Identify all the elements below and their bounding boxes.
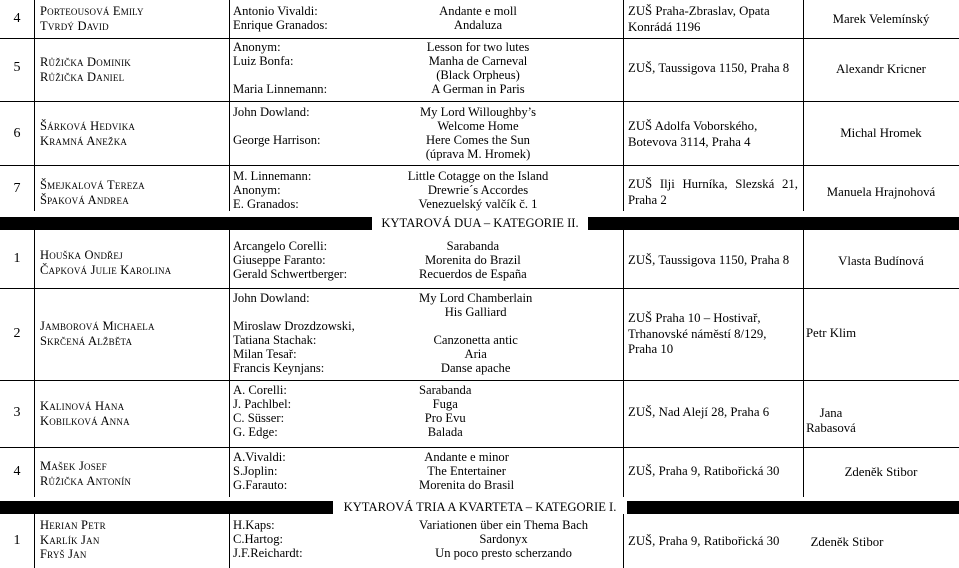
pieces [372,40,584,96]
performers [40,4,144,33]
performer-name: Šárková Hedvika [40,119,136,133]
school [628,534,779,550]
composer: Gerald Schwertberger: [233,267,348,282]
piece-title: Sarabanda [446,239,500,253]
school-line: ZUŠ, Nad Alejí 28, Praha 6 [628,405,770,419]
performers [40,119,135,148]
performers [40,319,155,348]
pieces [419,239,527,281]
piece-title: Welcome Home [437,119,519,134]
composer: Anonym: [233,40,281,54]
piece-title: Andante e minor [424,450,509,464]
school [628,177,798,208]
piece-title: Balada [427,425,463,440]
piece-title: Here Comes the Sun [426,133,530,148]
performer-name: Čapková Julie Karolina [40,262,172,277]
col-divider [623,0,624,211]
composer: Anonym: [233,183,281,198]
composer: S.Joplin: [233,464,278,479]
composer: John Dowland: [233,105,310,119]
piece-title: Manha de Carneval [428,54,528,69]
performer-name: Kalinová Hana [40,399,125,413]
composers [233,40,327,96]
performer-name: Růžička Dominik [40,55,131,69]
piece-title: Andante e moll [439,4,517,18]
composers [233,450,287,492]
piece-title: Morenita do Brasil [419,478,515,493]
school [628,253,789,269]
performer-name: Růžička Antonín [40,473,132,488]
composers [233,383,291,439]
piece-title: Pro Evu [424,411,466,426]
piece-title: (úprava M. Hromek) [425,147,531,162]
entry-number: 1 [13,251,21,266]
performers [40,248,171,277]
teacher: Vlasta Budínová [838,254,924,268]
section-header-trio-quartet: KYTAROVÁ TRIA A KVARTETA – KATEGORIE I. [333,500,627,514]
performers [40,399,130,428]
teacher: Petr Klim [805,326,857,340]
school [628,61,789,77]
school-line: ZUŠ, Taussigova 1150, Praha 8 [628,253,790,267]
row-divider [0,38,959,39]
composers [233,105,321,147]
piece-title: Canzonetta antic [433,333,518,348]
composer: John Dowland: [233,291,310,305]
piece-title: Recuerdos de España [419,267,527,282]
entry-number: 1 [13,533,21,548]
row-divider [0,165,959,166]
composer: J. Pachlbel: [233,397,292,412]
performers [40,178,145,207]
composer: Giuseppe Faranto: [233,253,326,268]
row-divider [0,380,959,381]
composer: E. Granados: [233,197,299,212]
composer: Luiz Bonfa: [233,54,294,69]
col-divider [803,0,804,211]
entry-number: 7 [13,181,21,196]
entry-number: 4 [13,11,21,26]
composers [233,169,311,211]
composers [233,239,347,281]
performer-name: Kramná Anežka [40,133,128,148]
entry-number: 3 [13,405,21,420]
performer-name: Karlík Jan [40,532,100,547]
performer-name: Herian Petr [40,518,106,532]
performer-name: Houška Ondřej [40,248,123,262]
performer-name: Skrčená Alžběta [40,333,133,348]
performer-name: Jamborová Michaela [40,319,155,333]
performers [40,55,131,84]
school-line: ZUŠ Adolfa Voborského, [628,119,758,133]
row-divider [0,447,959,448]
composer: C. Süsser: [233,411,285,426]
performers [40,459,131,488]
piece-title: (Black Orpheus) [436,68,520,83]
row-divider [0,288,959,289]
composer [233,68,327,82]
performer-name: Tvrdý David [40,18,109,33]
piece-title: Morenita do Brazil [424,253,521,268]
performers [40,518,106,562]
teacher: Manuela Hrajnohová [826,185,936,199]
piece-title: Lesson for two lutes [426,40,530,54]
pieces [372,4,584,32]
performer-name: Fryš Jan [40,547,87,561]
pieces [372,169,584,211]
piece-title: Fuga [432,397,458,412]
piece-title: His Galliard [444,305,507,320]
piece-title: Sardonyx [479,532,528,547]
piece-title: Aria [464,347,487,362]
section-header-duo: KYTAROVÁ DUA – KATEGORIE II. [372,216,588,230]
teacher: Michal Hromek [840,126,922,140]
piece-title [419,319,532,333]
school-line: ZUŠ Ilji Hurníka, Slezská 21, [628,177,798,191]
composer: A. Corelli: [233,383,287,397]
performer-name: Kobilková Anna [40,413,130,428]
piece-title: Danse apache [440,361,511,376]
school [628,464,779,480]
col-divider [229,230,230,497]
composer: Milan Tesař: [233,347,297,362]
composer: Maria Linnemann: [233,82,328,97]
school-line: Praha 10 [628,342,674,356]
col-divider [229,514,230,568]
school-line: Praha 2 [628,192,667,207]
composer: G. Edge: [233,425,278,440]
entry-number: 2 [13,326,21,341]
performer-name: Šmejkalová Tereza [40,178,145,192]
school-line: ZUŠ Praha-Zbraslav, Opata [628,4,770,18]
teacher: Marek Velemínský [832,12,930,26]
col-divider [623,514,624,568]
col-divider [803,230,804,497]
performer-name: Mašek Josef [40,459,107,473]
school-line: Trhanovské náměstí 8/129, [628,326,767,341]
school-line: ZUŠ, Taussigova 1150, Praha 8 [628,61,790,75]
composer: J.F.Reichardt: [233,546,303,561]
composer: A.Vivaldi: [233,450,286,464]
composers [233,291,355,376]
piece-title: Andaluza [453,18,503,33]
piece-title: A German in Paris [431,82,525,97]
piece-title: Un poco presto scherzando [435,546,572,561]
piece-title: My Lord Willoughby’s [419,105,537,119]
composer: Arcangelo Corelli: [233,239,328,253]
composer: G.Farauto: [233,478,288,493]
school-line: ZUŠ, Praha 9, Ratibořická 30 [628,534,780,548]
entry-number: 5 [13,60,21,75]
composer: Tatiana Stachak: [233,333,317,348]
piece-title: My Lord Chamberlain [419,291,533,305]
composers [233,4,328,32]
composer [233,305,355,319]
performer-name: Porteousová Emily [40,4,144,18]
composer: H.Kaps: [233,518,275,532]
pieces [419,450,514,492]
piece-title: Venezuelský valčík č. 1 [418,197,538,212]
col-divider [229,0,230,211]
piece-title: Little Cotagge on the Island [407,169,549,183]
col-divider [34,230,35,497]
school [628,119,757,150]
composer: Enrique Granados: [233,18,328,33]
composer: M. Linnemann: [233,169,312,183]
school [628,4,770,35]
composer [233,119,321,133]
teacher: Zdeněk Stibor [810,535,884,549]
pieces [419,383,471,439]
school-line: ZUŠ, Praha 9, Ratibořická 30 [628,464,780,478]
row-divider [0,101,959,102]
school-line: Botevova 3114, Praha 4 [628,134,751,149]
piece-title: Drewrie´s Accordes [427,183,529,198]
piece-title: Variationen über ein Thema Bach [419,518,589,532]
teacher: Alexandr Kricner [836,62,926,76]
performer-name: Růžička Daniel [40,69,125,84]
school [628,311,767,358]
school-line: Konrádá 1196 [628,19,701,34]
composer: C.Hartog: [233,532,284,547]
composer: Miroslaw Drozdzowski, [233,319,355,334]
composer: Francis Keynjans: [233,361,325,376]
school [628,405,769,421]
col-divider [34,0,35,211]
entry-number: 6 [13,126,21,141]
teacher: Jana Rabasová [806,406,856,435]
performer-name: Špaková Andrea [40,192,129,207]
pieces [419,518,588,560]
school-line: ZUŠ Praha 10 – Hostivař, [628,311,761,325]
composer: Antonio Vivaldi: [233,4,318,18]
col-divider [34,514,35,568]
pieces [419,291,532,376]
composers [233,518,303,560]
entry-number: 4 [13,464,21,479]
pieces [372,105,584,161]
composer: George Harrison: [233,133,321,148]
piece-title: The Entertainer [427,464,506,479]
teacher: Zdeněk Stibor [844,465,918,479]
piece-title: Sarabanda [419,383,472,397]
col-divider [623,230,624,497]
